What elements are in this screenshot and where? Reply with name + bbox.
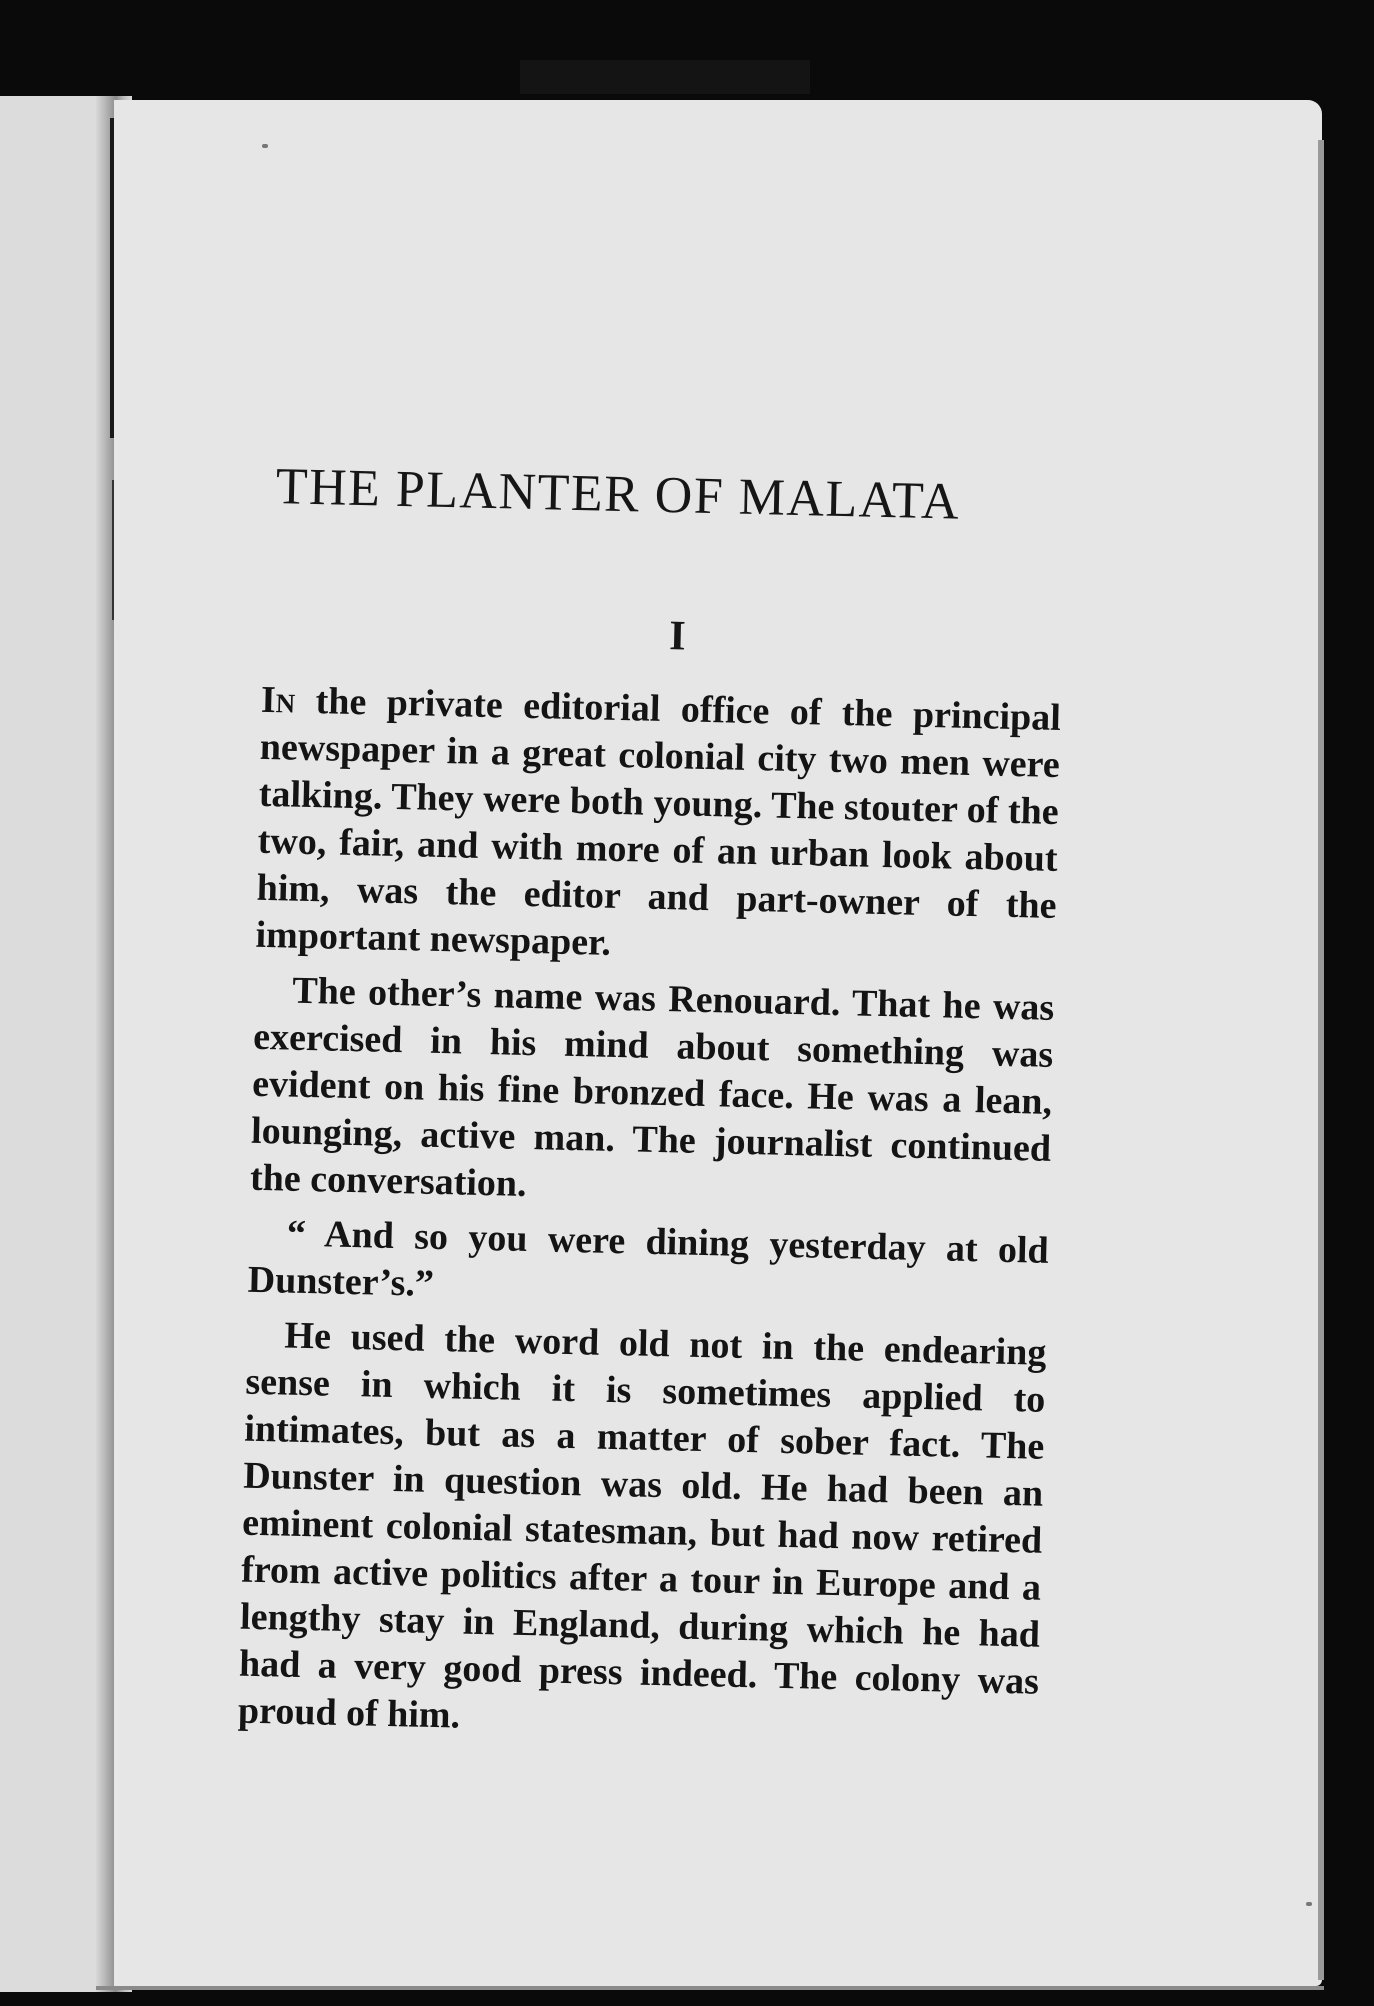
paragraph: He used the word old not in the endearing sense in which it is sometimes applied to intimates, but as a matter of sober fact. The Dunster in question was old. He had been an eminent colonial statesman, but had now retired from active politics after a tour in Europe and a lengthy stay in England, during which he had had a very good press indeed. The colony was proud of him.	[237, 1314, 1047, 1737]
paragraph-text: the private editorial office of the principal newspaper in a great colonial city two men were talking. They were both young. The stouter of the two, fair, and with more of an urban look about him, was the editor and part-owner of the important newspaper.	[255, 679, 1062, 964]
paragraph: The other’s name was Renouard. That he was exercised in his mind about something was evident on his fine bronzed face. He was a lean, lounging, active man. The journalist continued the conversation.	[249, 969, 1055, 1205]
opening-word: In	[260, 678, 296, 722]
chapter-number	[10, 597, 1374, 676]
page-title: THE PLANTER OF MALATA	[275, 458, 961, 531]
chapter-label: I	[668, 613, 687, 660]
paragraph	[255, 677, 1061, 977]
paragraph: “ And so you were dining yesterday at old Dunster’s.”	[247, 1212, 1050, 1305]
body-text	[237, 677, 1061, 1761]
